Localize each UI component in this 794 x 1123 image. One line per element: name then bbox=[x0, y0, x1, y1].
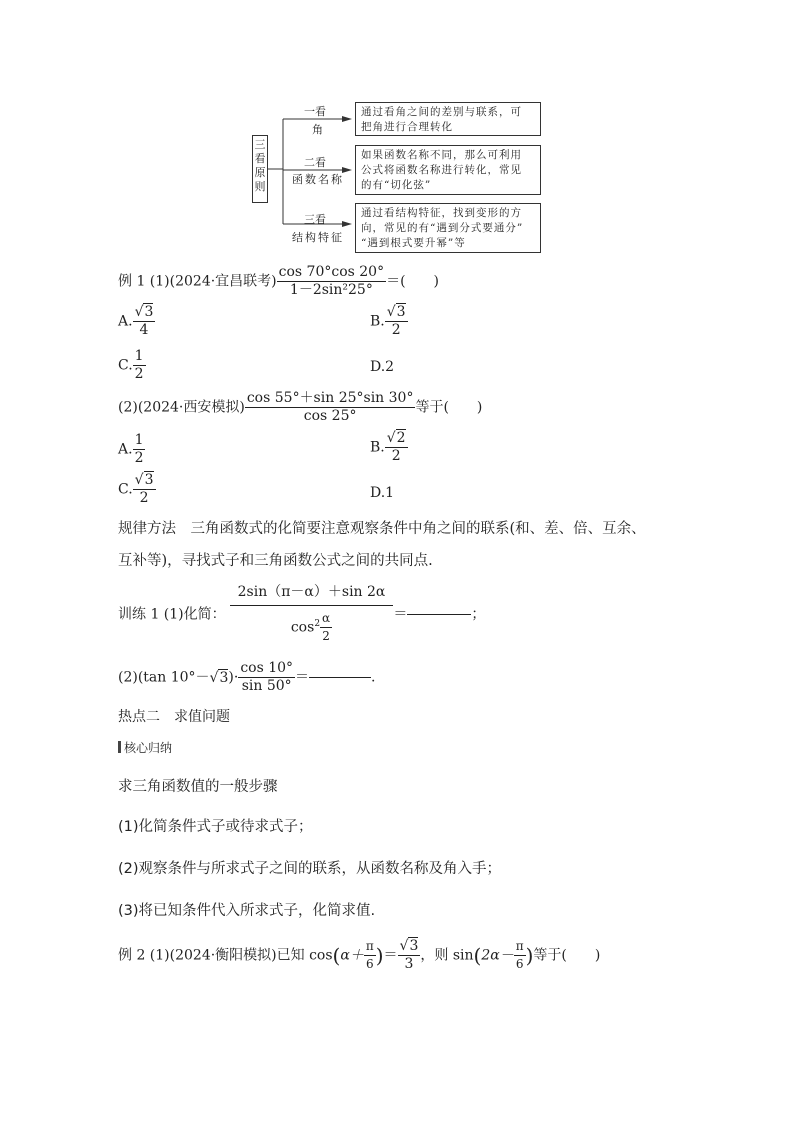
branch2-desc-line2: 公式将函数名称进行转化，常见 bbox=[361, 164, 522, 176]
right-paren: ) bbox=[525, 943, 534, 968]
hot-topic-2-title: 热点二 求值问题 bbox=[118, 709, 230, 725]
choice-b[interactable] bbox=[370, 304, 408, 339]
left-paren: ( bbox=[473, 943, 482, 968]
branch1-label1: 一看 bbox=[304, 105, 326, 118]
choice-d[interactable] bbox=[370, 358, 394, 376]
radicand: 3 bbox=[409, 938, 419, 954]
fraction-denominator: 2 bbox=[391, 322, 401, 338]
fraction-numerator: cos 70°cos 20° bbox=[278, 264, 385, 280]
fraction-denominator: 2 bbox=[134, 366, 144, 382]
fraction-denominator: sin 50° bbox=[241, 678, 292, 694]
branch3-desc-line3: “遇到根式要升幂”等 bbox=[361, 237, 466, 249]
sqrt-icon: √3 bbox=[386, 304, 406, 320]
example1-part2-prefix: (2)(2024·西安模拟) bbox=[118, 399, 245, 416]
choice-label: A. bbox=[118, 441, 133, 458]
equals: ＝ bbox=[383, 947, 398, 964]
right-paren: ) bbox=[375, 943, 384, 968]
cos-text: cos bbox=[290, 619, 315, 636]
radicand: 3 bbox=[396, 304, 406, 320]
choice-c[interactable] bbox=[118, 348, 146, 383]
choice-fraction bbox=[133, 348, 146, 383]
training1-part2 bbox=[118, 660, 375, 695]
sqrt-icon: √3 bbox=[134, 472, 154, 488]
fraction-denominator: 4 bbox=[139, 322, 149, 338]
branch1-desc-line2: 把角进行合理转化 bbox=[361, 121, 453, 133]
branch3-desc-line2: 向，常见的有“遇到分式要通分” bbox=[361, 222, 524, 234]
example1-part1-fraction bbox=[277, 264, 386, 299]
example1-part2-suffix: 等于( ) bbox=[415, 399, 483, 416]
answer-blank-1[interactable] bbox=[407, 614, 471, 615]
sqrt-icon: √3 bbox=[399, 938, 419, 954]
core-summary-text: 核心归纳 bbox=[124, 741, 173, 755]
fraction-denominator: cos 25° bbox=[303, 408, 357, 424]
exponent: 2 bbox=[314, 618, 321, 629]
method-line2: 互补等)，寻找式子和三角函数公式之间的共同点. bbox=[118, 553, 433, 569]
radicand: 3 bbox=[144, 304, 154, 320]
choice-fraction bbox=[133, 432, 146, 467]
diagram-root-text: 三看原则 bbox=[254, 138, 266, 193]
choice-a2[interactable] bbox=[118, 432, 145, 467]
training1-part1 bbox=[118, 584, 485, 645]
pi-over-6 bbox=[364, 938, 376, 973]
branch3-desc-line1: 通过看结构特征，找到变形的方 bbox=[361, 207, 522, 219]
fraction-numerator: π bbox=[514, 938, 526, 956]
fraction-numerator: α bbox=[320, 610, 332, 628]
choice-label: C. bbox=[118, 357, 133, 374]
choice-label: B. bbox=[370, 313, 385, 330]
branch3-desc-box bbox=[355, 203, 541, 253]
fraction-denominator: 1－2sin²25° bbox=[289, 282, 373, 298]
branch1-desc-line1: 通过看角之间的差别与联系，可 bbox=[361, 106, 522, 118]
choice-label: C. bbox=[118, 481, 133, 498]
training1-part2-fraction bbox=[238, 660, 295, 695]
branch3-label1: 三看 bbox=[304, 213, 326, 226]
branch3-label2: 结构特征 bbox=[292, 231, 344, 244]
fraction-denominator: 6 bbox=[515, 957, 524, 971]
step-3: (3)将已知条件代入所求式子，化简求值. bbox=[118, 903, 376, 919]
choice-b2[interactable] bbox=[370, 430, 408, 465]
alpha-plus: α＋ bbox=[340, 947, 364, 964]
example1-part2 bbox=[118, 390, 482, 425]
branch1-desc-box bbox=[355, 102, 541, 136]
fraction-numerator: cos 55°＋sin 25°sin 30° bbox=[246, 390, 414, 406]
fraction-numerator: cos 10° bbox=[240, 660, 294, 676]
choice-d2[interactable] bbox=[370, 484, 394, 502]
sqrt3-over-3 bbox=[398, 938, 421, 973]
choice-label: D.1 bbox=[370, 485, 395, 501]
fraction-numerator: 1 bbox=[134, 348, 144, 364]
example2-suffix: 等于( ) bbox=[533, 947, 601, 964]
fraction-denominator: 2 bbox=[391, 448, 401, 464]
branch2-desc-line1: 如果函数名称不同，那么可利用 bbox=[361, 149, 522, 161]
fraction-denominator bbox=[289, 606, 334, 645]
branch2-label1: 二看 bbox=[304, 156, 326, 169]
training1-part1-fraction bbox=[230, 584, 394, 645]
example2-mid: ，则 sin bbox=[420, 947, 474, 964]
fraction-denominator: 6 bbox=[365, 957, 374, 971]
radicand: 3 bbox=[219, 669, 229, 686]
two-alpha-minus: 2α－ bbox=[481, 947, 514, 964]
example1-part1-prefix: 例 1 (1)(2024·宜昌联考) bbox=[118, 273, 277, 290]
section-bar-icon bbox=[118, 741, 121, 753]
choice-a[interactable] bbox=[118, 304, 155, 339]
fraction-numerator: 2sin（π－α）＋sin 2α bbox=[230, 584, 394, 606]
pi-over-6-second bbox=[514, 938, 526, 973]
period: . bbox=[371, 669, 376, 686]
choice-fraction bbox=[133, 304, 156, 339]
choice-label: A. bbox=[118, 313, 133, 330]
branch2-desc-line3: 的有“切化弦” bbox=[361, 179, 432, 191]
answer-blank-2[interactable] bbox=[309, 677, 371, 678]
fraction-denominator: 2 bbox=[134, 450, 144, 466]
step-1: (1)化简条件式子或待求式子； bbox=[118, 819, 313, 835]
radicand: 2 bbox=[396, 430, 406, 446]
choice-label: B. bbox=[370, 439, 385, 456]
choice-fraction bbox=[133, 472, 156, 507]
equals: ＝ bbox=[393, 606, 408, 623]
training1-part2-mid: )· bbox=[228, 669, 239, 686]
sqrt-icon: √3 bbox=[134, 304, 154, 320]
branch1-label2: 角 bbox=[312, 123, 323, 136]
training1-part2-prefix: (2)(tan 10°－ bbox=[118, 669, 210, 686]
fraction-denominator: 2 bbox=[322, 629, 330, 643]
core-summary-label bbox=[118, 740, 172, 756]
half-alpha-fraction bbox=[320, 610, 332, 645]
example1-part1 bbox=[118, 264, 439, 299]
choice-c2[interactable] bbox=[118, 472, 156, 507]
branch2-desc-box bbox=[355, 145, 541, 195]
radicand: 3 bbox=[144, 472, 154, 488]
fraction-numerator: π bbox=[364, 938, 376, 956]
left-paren: ( bbox=[332, 943, 341, 968]
step-2: (2)观察条件与所求式子之间的联系，从函数名称及角入手； bbox=[118, 861, 502, 877]
fraction-numerator: 1 bbox=[134, 432, 144, 448]
example2-prefix: 例 2 (1)(2024·衡阳模拟)已知 cos bbox=[118, 947, 333, 964]
method-line1: 规律方法 三角函数式的化简要注意观察条件中角之间的联系(和、差、倍、互余、 bbox=[118, 521, 646, 537]
branch2-label2: 函数名称 bbox=[292, 173, 344, 186]
steps-title: 求三角函数值的一般步骤 bbox=[118, 779, 278, 795]
training1-part1-prefix: 训练 1 (1)化简： bbox=[118, 606, 226, 623]
example1-part2-fraction bbox=[245, 390, 416, 425]
choice-label: D.2 bbox=[370, 359, 395, 375]
fraction-denominator: 2 bbox=[139, 490, 149, 506]
sqrt-icon: √2 bbox=[386, 430, 406, 446]
fraction-denominator: 3 bbox=[404, 956, 414, 972]
semicolon: ； bbox=[471, 606, 486, 623]
choice-fraction bbox=[385, 304, 408, 339]
example1-part1-suffix: ＝( ) bbox=[386, 273, 440, 290]
example2-part1 bbox=[118, 938, 600, 973]
choice-fraction bbox=[385, 430, 408, 465]
equals: ＝ bbox=[295, 669, 310, 686]
sqrt-icon: √3 bbox=[209, 669, 229, 686]
